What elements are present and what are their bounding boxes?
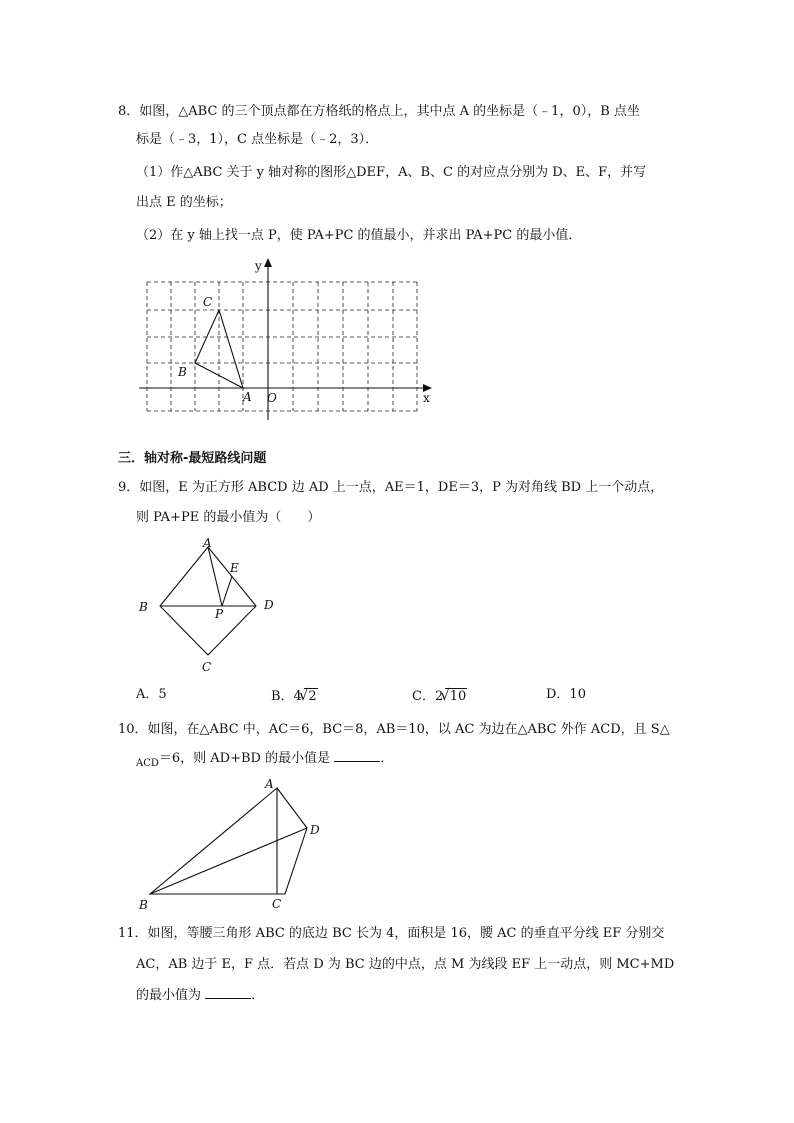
- q10-point-d-label: D: [310, 823, 320, 837]
- q9-line-1: 9．如图，E 为正方形 ABCD 边 AD 上一点，AE＝1，DE＝3，P 为对角线 BD 上一个动点，: [118, 480, 664, 495]
- q8-line-4: 出点 E 的坐标；: [136, 195, 232, 210]
- q8-line-3: （1）作△ABC 关于 y 轴对称的图形△DEF，A、B、C 的对应点分别为 D、E、F，并写: [136, 165, 647, 180]
- q9-option-c: [412, 685, 467, 707]
- q8-line-5: （2）在 y 轴上找一点 P，使 PA+PC 的值最小，并求出 PA+PC 的最小值．: [136, 228, 582, 243]
- q8-x-axis-label: x: [423, 391, 430, 405]
- q10-point-b-label: B: [139, 898, 148, 912]
- q8-line-2: 标是（﹣3，1），C 点坐标是（﹣2，3）．: [136, 132, 379, 147]
- q11-line-1: 11．如图，等腰三角形 ABC 的底边 BC 长为 4，面积是 16，腰 AC 的垂直平分线 EF 分别交: [118, 926, 665, 941]
- q10-triangle-abc: [150, 788, 277, 894]
- q8-grid-figure: [135, 258, 435, 428]
- q9-option-c-prefix: C．2: [412, 689, 444, 704]
- q9-option-d: D．10: [546, 687, 586, 702]
- q10-point-a-label: A: [265, 777, 274, 791]
- q8-point-b-label: B: [178, 365, 187, 379]
- q9-point-c-label: C: [202, 660, 212, 674]
- q9-option-b-prefix: B．4: [271, 689, 302, 704]
- q9-option-b: [271, 685, 318, 707]
- q10-line-2-subscript: ACD: [136, 758, 159, 769]
- q10-line-2-text: ＝6，则 AD+BD 的最小值是: [158, 751, 331, 766]
- q8-grid: [147, 282, 417, 411]
- q10-line-2-end: ．: [380, 751, 394, 766]
- q11-line-3-end: ．: [251, 988, 265, 1003]
- q10-point-c-label: C: [272, 897, 282, 911]
- q9-point-p-label: P: [215, 607, 224, 621]
- q8-point-a-label: A: [243, 390, 252, 404]
- q9-line-2: 则 PA+PE 的最小值为（ ）: [136, 510, 321, 525]
- q9-square-abcd: [160, 547, 256, 655]
- q9-option-b-radicand: 2: [308, 689, 317, 704]
- q8-origin-label: O: [267, 391, 277, 405]
- q10-segments-ad-dc: [277, 788, 307, 894]
- q9-point-a-label: A: [203, 536, 212, 550]
- q9-point-b-label: B: [139, 600, 148, 614]
- q9-square-figure: [135, 535, 295, 675]
- section-3-heading: 三．轴对称-最短路线问题: [118, 451, 267, 466]
- q8-line-1: 8．如图，△ABC 的三个顶点都在方格纸的格点上，其中点 A 的坐标是（﹣1，0），B 点坐: [118, 104, 640, 119]
- q10-segment-bd: [150, 828, 307, 894]
- q9-point-d-label: D: [264, 598, 274, 612]
- q11-line-3: [136, 986, 264, 1006]
- q10-line-1: 10．如图，在△ABC 中，AC＝6，BC＝8，AB＝10，以 AC 为边在△ABC 外作 ACD，且 S△: [118, 722, 670, 737]
- q8-y-axis-label: y: [255, 259, 262, 273]
- q9-segment-pe: [222, 576, 232, 606]
- q10-line-2: [136, 749, 393, 770]
- q8-point-c-label: C: [203, 295, 213, 309]
- q11-line-3-text: 的最小值为: [136, 988, 202, 1003]
- q9-point-e-label: E: [230, 561, 239, 575]
- q9-option-a: A．5: [136, 687, 167, 702]
- q10-answer-blank[interactable]: [334, 749, 380, 762]
- q10-triangle-figure: [135, 776, 335, 916]
- q11-answer-blank[interactable]: [205, 986, 251, 999]
- q9-option-c-radical: √10: [440, 686, 467, 704]
- q9-option-c-radicand: 10: [449, 689, 467, 704]
- q9-option-b-radical: √2: [298, 686, 317, 704]
- q11-line-2: AC，AB 边于 E，F 点．若点 D 为 BC 边的中点，点 M 为线段 EF 上一动点，则 MC+MD: [136, 957, 675, 972]
